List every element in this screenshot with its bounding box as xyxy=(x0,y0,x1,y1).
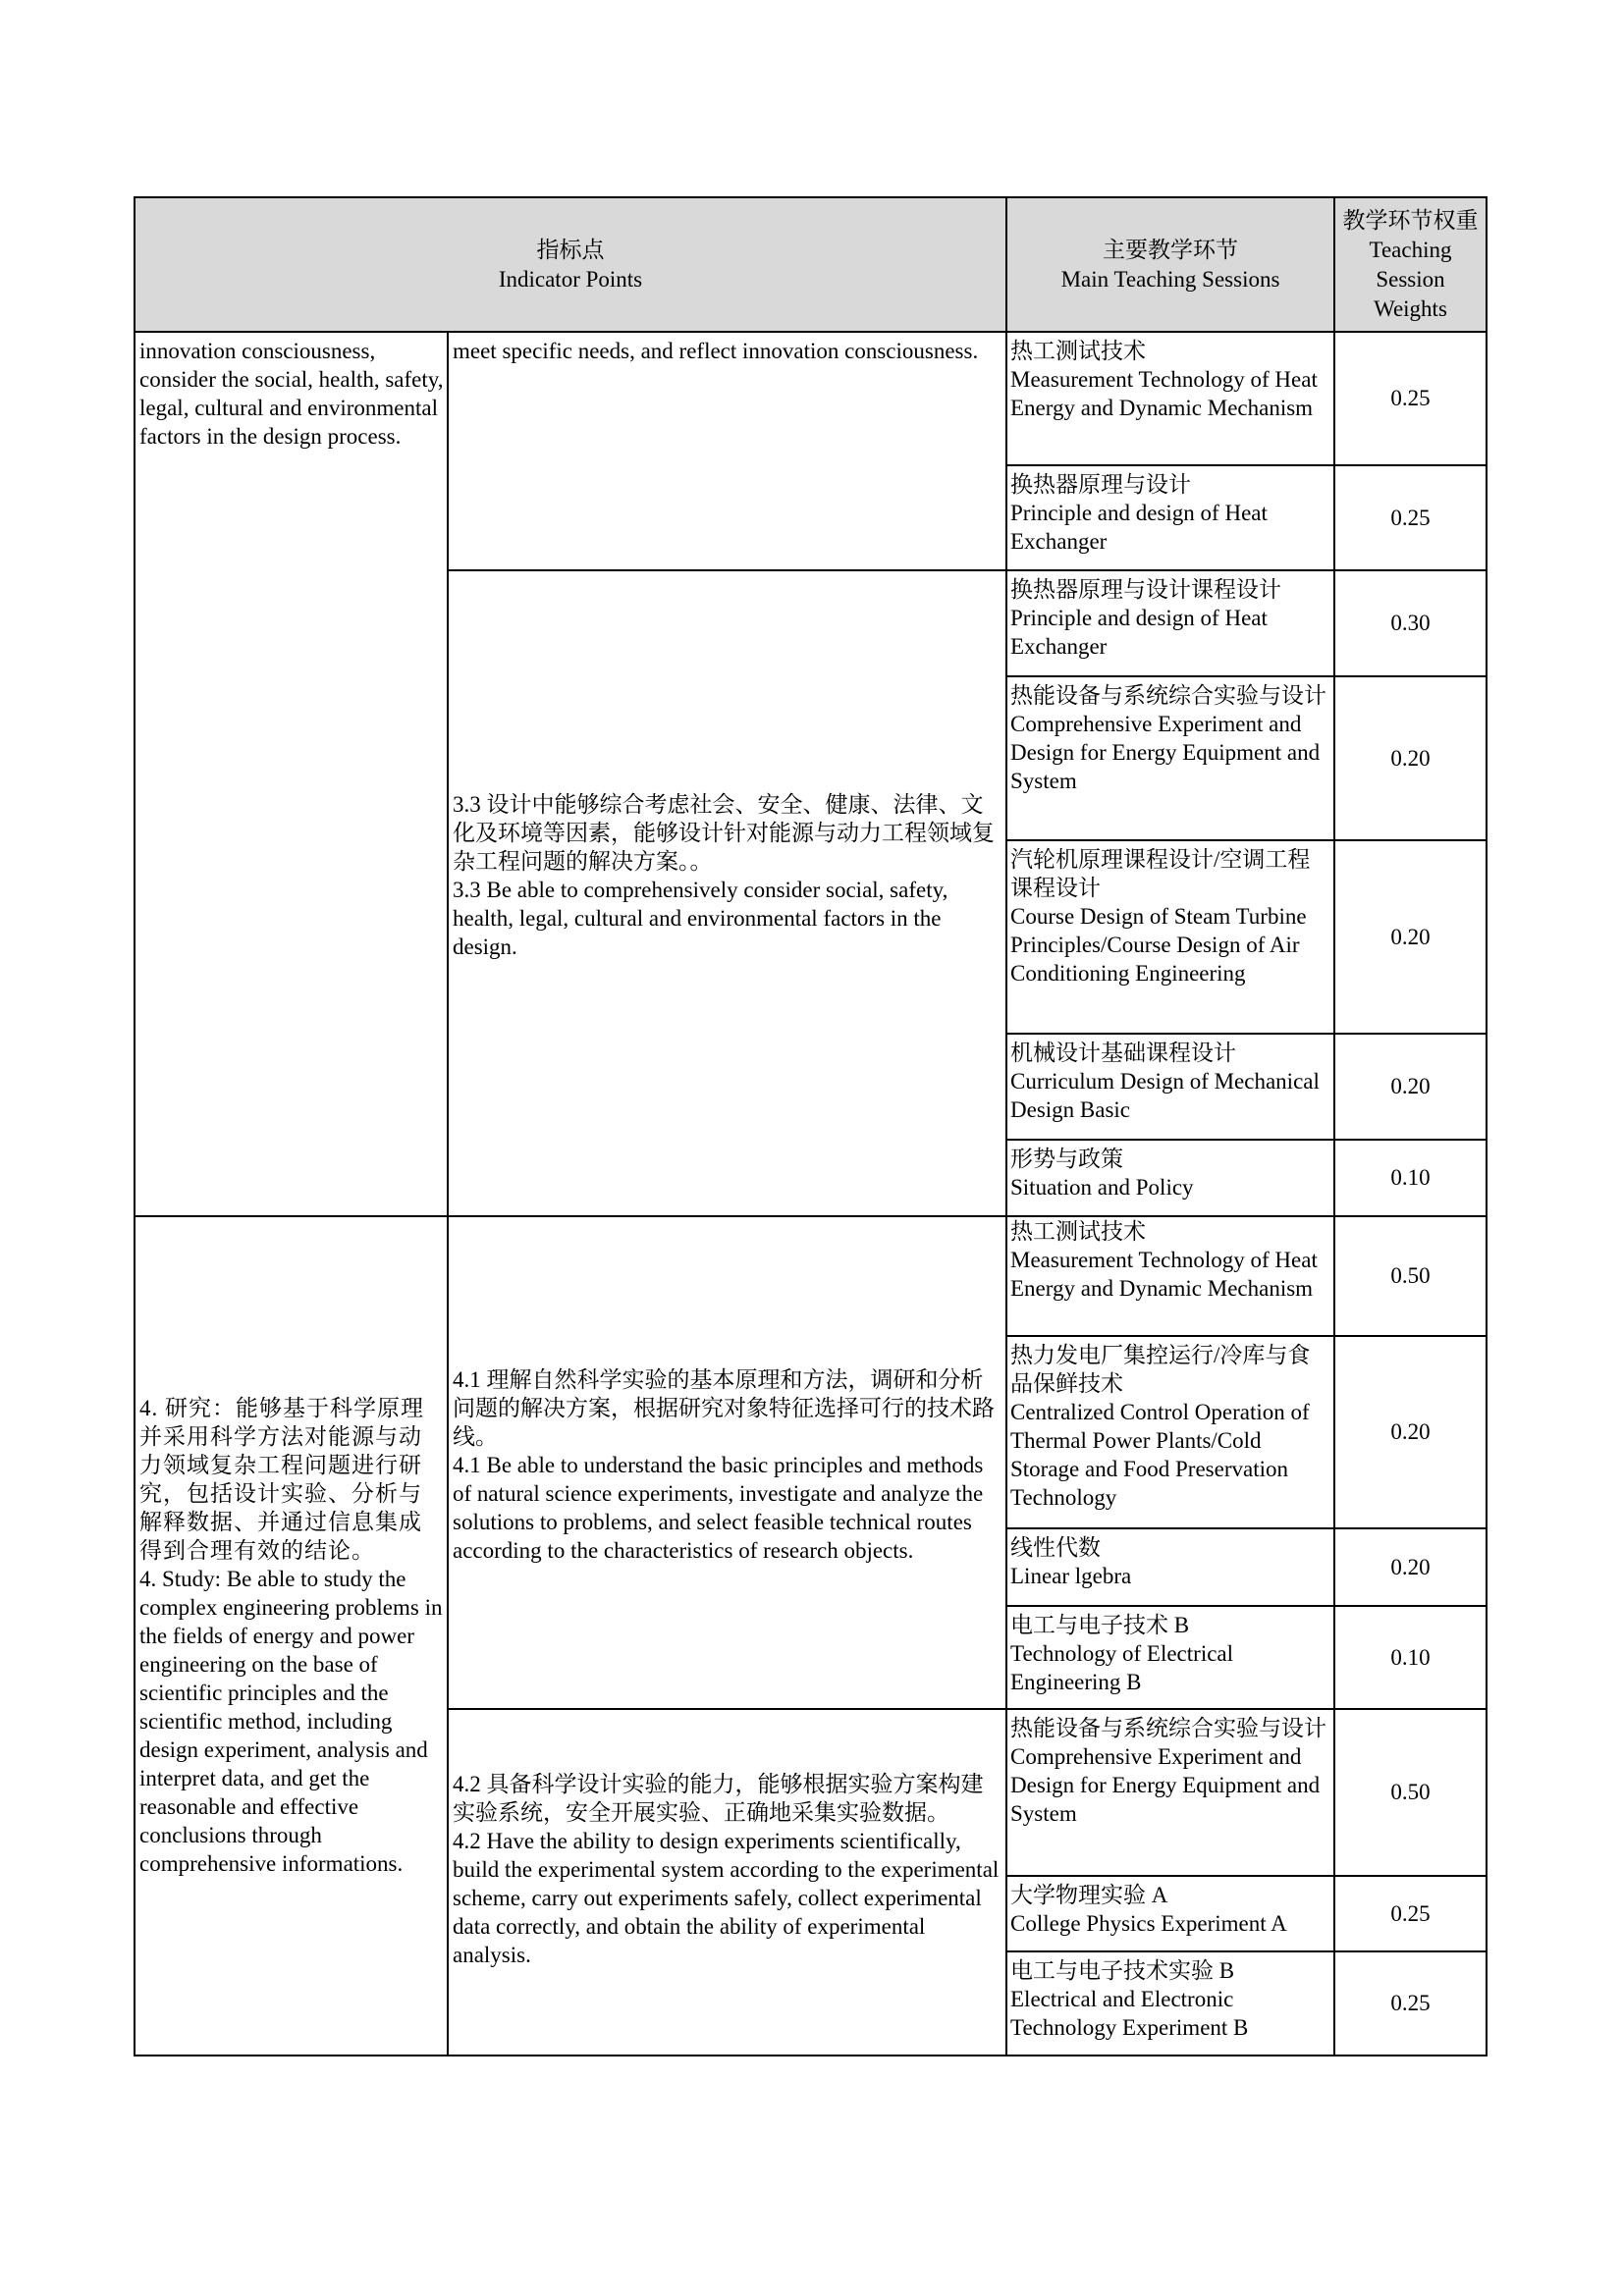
session-name-en: Situation and Policy xyxy=(1010,1175,1194,1200)
session-name-cn: 线性代数 xyxy=(1010,1535,1101,1560)
session-name-cn: 机械设计基础课程设计 xyxy=(1010,1041,1236,1065)
header-main-teaching-sessions xyxy=(1005,196,1335,333)
session-name-cn: 电工与电子技术实验 B xyxy=(1010,1958,1235,1983)
weight-value: 0.20 xyxy=(1390,924,1431,949)
session-weight xyxy=(1333,1875,1488,1952)
header-weights-en: Teaching Session Weights xyxy=(1369,237,1452,321)
session-name-cn: 热工测试技术 xyxy=(1010,1219,1146,1244)
session-name-en: Course Design of Steam Turbine Principles/Course Design of Air Conditioning Engineering xyxy=(1010,904,1307,986)
session-name-en: Comprehensive Experiment and Design for Energy Equipment and System xyxy=(1010,1744,1321,1826)
indicator-cell-4-1 xyxy=(447,1215,1007,1710)
indicator-4-1-en: 4.1 Be able to understand the basic principles and methods of natural science experiments, investigate and analyze the solutions to problems, and select feasible technical routes according to the characteristics of research objects. xyxy=(453,1452,984,1563)
session-name-en: Linear lgebra xyxy=(1010,1564,1132,1588)
requirement-cell-4 xyxy=(134,1215,449,2056)
header-sessions-cn: 主要教学环节 xyxy=(1103,237,1238,262)
session-weight xyxy=(1333,1215,1488,1337)
session-course xyxy=(1005,675,1335,841)
weight-value: 0.25 xyxy=(1390,386,1431,410)
session-name-cn: 换热器原理与设计 xyxy=(1010,472,1191,497)
weight-value: 0.10 xyxy=(1390,1644,1431,1670)
header-teaching-session-weights xyxy=(1333,196,1488,333)
session-course xyxy=(1005,1708,1335,1877)
weight-value: 0.50 xyxy=(1390,1780,1431,1804)
requirement-cell-3 xyxy=(134,331,449,1217)
header-indicator-points xyxy=(134,196,1007,333)
header-sessions-en: Main Teaching Sessions xyxy=(1060,266,1280,292)
indicator-3-3-cn: 3.3 设计中能够综合考虑社会、安全、健康、法律、文化及环境等因素，能够设计针对能源与动力工程领域复杂工程问题的解决方案。。 xyxy=(453,792,995,874)
session-weight xyxy=(1333,1527,1488,1607)
session-name-cn: 换热器原理与设计课程设计 xyxy=(1010,577,1281,602)
requirement-4-cn: 4. 研究：能够基于科学原理并采用科学方法对能源与动力领域复杂工程问题进行研究，包括设计实验、分析与解释数据、并通过信息集成得到合理有效的结论。 xyxy=(139,1396,424,1563)
weight-value: 0.25 xyxy=(1390,1991,1431,2015)
session-name-cn: 汽轮机原理课程设计/空调工程课程设计 xyxy=(1010,847,1311,900)
weight-value: 0.20 xyxy=(1390,1554,1431,1579)
session-course xyxy=(1005,1875,1335,1952)
indicator-4-2-en: 4.2 Have the ability to design experiments scientifically, build the experimental system according to the experimental scheme, carry out experiments safely, collect experimental data correctly, and obtain the ability of experimental analysis. xyxy=(453,1829,1000,1967)
session-name-cn: 大学物理实验 A xyxy=(1010,1883,1168,1907)
session-name-en: Curriculum Design of Mechanical Design Basic xyxy=(1010,1069,1320,1122)
weight-value: 0.20 xyxy=(1390,745,1431,771)
session-course xyxy=(1005,569,1335,677)
session-name-cn: 热能设备与系统综合实验与设计 xyxy=(1010,1716,1326,1740)
session-name-en: Electrical and Electronic Technology Experiment B xyxy=(1010,1987,1249,2040)
session-course xyxy=(1005,1139,1335,1217)
session-name-cn: 形势与政策 xyxy=(1010,1147,1123,1171)
session-name-en: Centralized Control Operation of Thermal Power Plants/Cold Storage and Food Preservation Technology xyxy=(1010,1400,1310,1510)
session-course xyxy=(1005,1033,1335,1141)
weight-value: 0.25 xyxy=(1390,1900,1431,1926)
session-name-en: Principle and design of Heat Exchanger xyxy=(1010,501,1268,554)
session-name-cn: 电工与电子技术 B xyxy=(1010,1613,1190,1637)
session-weight xyxy=(1333,1950,1488,2056)
weight-value: 0.20 xyxy=(1390,1074,1431,1098)
weight-value: 0.20 xyxy=(1390,1419,1431,1444)
session-course xyxy=(1005,1950,1335,2056)
session-course xyxy=(1005,331,1335,466)
indicator-cell-3-2 xyxy=(447,331,1007,571)
session-weight xyxy=(1333,1605,1488,1710)
session-weight xyxy=(1333,569,1488,677)
session-course xyxy=(1005,839,1335,1035)
indicator-4-2-cn: 4.2 具备科学设计实验的能力，能够根据实验方案构建实验系统，安全开展实验、正确地采集实验数据。 xyxy=(453,1772,984,1825)
session-name-en: Measurement Technology of Heat Energy and Dynamic Mechanism xyxy=(1010,1248,1318,1301)
session-course xyxy=(1005,464,1335,571)
session-weight xyxy=(1333,331,1488,466)
header-weights-cn: 教学环节权重 xyxy=(1342,207,1479,233)
indicator-3-3-en: 3.3 Be able to comprehensively consider social, safety, health, legal, cultural and environmental factors in the design. xyxy=(453,878,948,959)
header-indicator-cn: 指标点 xyxy=(536,237,605,262)
session-weight xyxy=(1333,839,1488,1035)
indicator-cell-4-2 xyxy=(447,1708,1007,2056)
session-weight xyxy=(1333,675,1488,841)
session-weight xyxy=(1333,1335,1488,1529)
weight-value: 0.30 xyxy=(1390,611,1431,635)
indicator-3-2-en: meet specific needs, and reflect innovation consciousness. xyxy=(453,339,979,363)
session-course xyxy=(1005,1215,1335,1337)
session-name-en: Measurement Technology of Heat Energy and Dynamic Mechanism xyxy=(1010,367,1318,420)
session-name-en: Technology of Electrical Engineering B xyxy=(1010,1641,1234,1694)
session-name-en: College Physics Experiment A xyxy=(1010,1911,1287,1936)
weight-value: 0.50 xyxy=(1390,1263,1431,1288)
session-weight xyxy=(1333,1033,1488,1141)
session-name-en: Comprehensive Experiment and Design for Energy Equipment and System xyxy=(1010,712,1321,793)
requirement-3-en: innovation consciousness, consider the social, health, safety, legal, cultural and environmental factors in the design process. xyxy=(139,339,444,449)
header-indicator-en: Indicator Points xyxy=(498,266,643,292)
indicator-4-1-cn: 4.1 理解自然科学实验的基本原理和方法，调研和分析问题的解决方案，根据研究对象特征选择可行的技术路线。 xyxy=(453,1366,995,1449)
session-weight xyxy=(1333,1708,1488,1877)
indicator-cell-3-3 xyxy=(447,569,1007,1217)
session-course xyxy=(1005,1335,1335,1529)
session-weight xyxy=(1333,1139,1488,1217)
session-name-cn: 热力发电厂集控运行/冷库与食品保鲜技术 xyxy=(1010,1343,1311,1396)
indicator-table xyxy=(134,196,1488,2056)
session-course xyxy=(1005,1605,1335,1710)
session-name-cn: 热工测试技术 xyxy=(1010,339,1146,363)
weight-value: 0.25 xyxy=(1390,505,1431,530)
requirement-4-en: 4. Study: Be able to study the complex engineering problems in the fields of energy and power engineering on the base of scientific principles and the scientific method, including design experiment, analysis and interpret data, and get the reasonable and effective conclusions through comprehensive informations. xyxy=(139,1567,443,1876)
session-name-en: Principle and design of Heat Exchanger xyxy=(1010,606,1268,659)
session-weight xyxy=(1333,464,1488,571)
session-name-cn: 热能设备与系统综合实验与设计 xyxy=(1010,683,1326,708)
weight-value: 0.10 xyxy=(1390,1165,1431,1190)
session-course xyxy=(1005,1527,1335,1607)
